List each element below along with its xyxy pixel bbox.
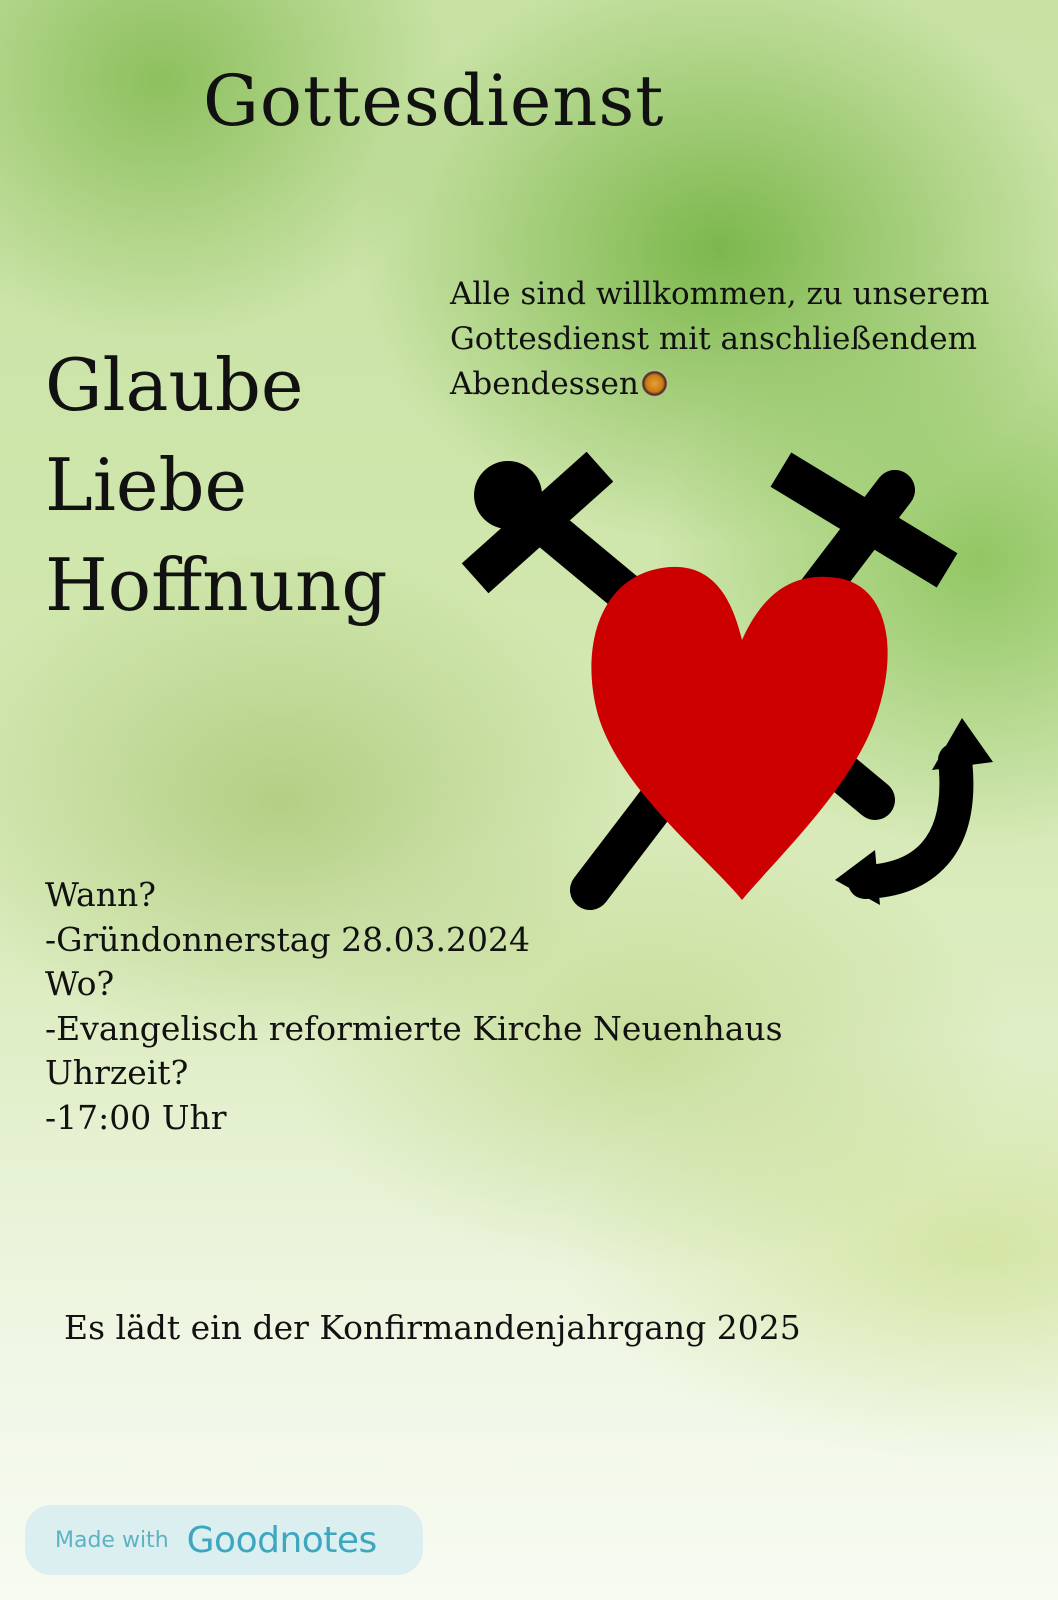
- virtues-heading: [45, 335, 388, 635]
- invitation-line-1: Alle sind willkommen, zu unserem: [450, 276, 990, 312]
- time-label: Uhrzeit?: [45, 1053, 189, 1092]
- when-value: -Gründonnerstag 28.03.2024: [45, 919, 531, 959]
- virtue-love: Liebe: [45, 443, 248, 527]
- invitation-line-3: [450, 362, 989, 407]
- invitation-line-2: Gottesdienst mit anschließendem: [450, 321, 977, 357]
- invitation-line-3-text: Abendessen: [450, 366, 639, 402]
- footer-invitation: Es lädt ein der Konfirmandenjahrgang 2025: [64, 1308, 801, 1347]
- where-label: Wo?: [45, 964, 115, 1003]
- when-label: Wann?: [45, 875, 156, 914]
- faith-love-hope-icon: [460, 440, 1000, 920]
- made-with-goodnotes-badge[interactable]: [25, 1505, 423, 1575]
- virtue-hope: Hoffnung: [45, 543, 388, 627]
- event-details: [45, 873, 783, 1140]
- badge-made-with-label: Made with: [55, 1527, 169, 1553]
- page-title: Gottesdienst: [203, 60, 665, 142]
- time-value: -17:00 Uhr: [45, 1097, 227, 1137]
- goodnotes-logo: Goodnotes: [186, 1519, 377, 1561]
- where-value: -Evangelisch reformierte Kirche Neuenhaus: [45, 1008, 783, 1048]
- virtue-faith: Glaube: [45, 343, 304, 427]
- meal-emoji-icon: [641, 370, 668, 397]
- invitation-text: [450, 272, 989, 407]
